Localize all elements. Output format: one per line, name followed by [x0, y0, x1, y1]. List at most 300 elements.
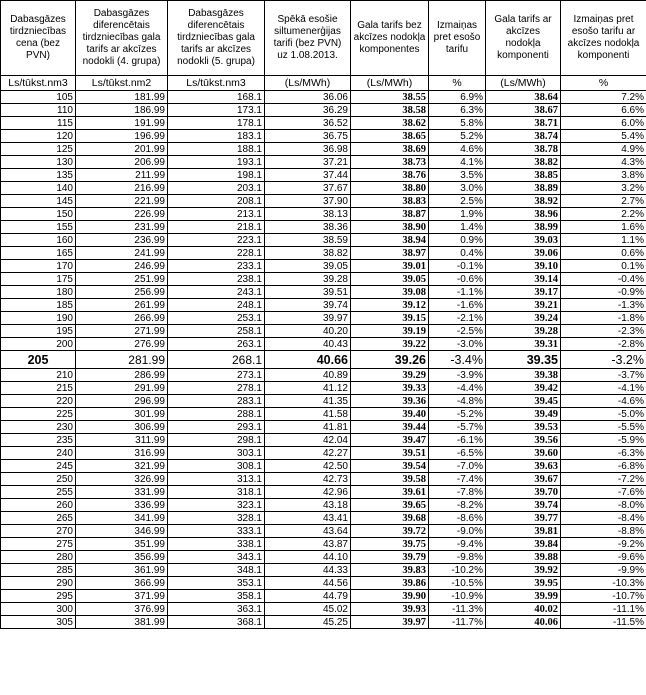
cell-tariff-group-5: 248.1	[168, 299, 265, 312]
cell-change-pct: 0.9%	[429, 234, 486, 247]
table-row	[1, 299, 646, 312]
cell-change-pct: -7.0%	[429, 460, 486, 473]
cell-final-with-excise: 38.99	[486, 221, 561, 234]
cell-tariff-group-4: 366.99	[76, 577, 168, 590]
cell-tariff-group-4: 231.99	[76, 221, 168, 234]
unit-cell: Ls/tūkst.nm3	[1, 76, 76, 91]
table-row	[1, 499, 646, 512]
header-change-vs-current: Izmaiņas pret esošo tarifu	[429, 1, 486, 76]
cell-tariff-group-5: 228.1	[168, 247, 265, 260]
cell-final-with-excise: 39.21	[486, 299, 561, 312]
cell-final-without-excise: 38.69	[351, 143, 429, 156]
cell-tariff-group-4: 181.99	[76, 91, 168, 104]
cell-tariff-group-5: 368.1	[168, 616, 265, 629]
cell-final-without-excise: 39.12	[351, 299, 429, 312]
cell-current-heat-tariff: 37.67	[265, 182, 351, 195]
cell-tariff-group-4: 311.99	[76, 434, 168, 447]
cell-change-pct: 1.9%	[429, 208, 486, 221]
cell-current-heat-tariff: 37.44	[265, 169, 351, 182]
cell-change-pct-excise: -3.7%	[561, 369, 646, 382]
cell-change-pct-excise: -4.6%	[561, 395, 646, 408]
cell-final-with-excise: 39.45	[486, 395, 561, 408]
cell-final-without-excise: 39.33	[351, 382, 429, 395]
cell-gas-price: 270	[1, 525, 76, 538]
cell-tariff-group-5: 288.1	[168, 408, 265, 421]
cell-current-heat-tariff: 43.18	[265, 499, 351, 512]
cell-change-pct-excise: 2.2%	[561, 208, 646, 221]
cell-tariff-group-5: 238.1	[168, 273, 265, 286]
cell-tariff-group-4: 196.99	[76, 130, 168, 143]
cell-final-with-excise: 38.89	[486, 182, 561, 195]
cell-final-without-excise: 38.94	[351, 234, 429, 247]
cell-tariff-group-4: 306.99	[76, 421, 168, 434]
cell-tariff-group-4: 256.99	[76, 286, 168, 299]
cell-final-with-excise: 39.60	[486, 447, 561, 460]
cell-tariff-group-4: 336.99	[76, 499, 168, 512]
cell-change-pct-excise: -9.9%	[561, 564, 646, 577]
cell-tariff-group-5: 313.1	[168, 473, 265, 486]
cell-tariff-group-5: 303.1	[168, 447, 265, 460]
cell-current-heat-tariff: 39.51	[265, 286, 351, 299]
cell-final-without-excise: 39.72	[351, 525, 429, 538]
table-row	[1, 369, 646, 382]
cell-current-heat-tariff: 36.52	[265, 117, 351, 130]
cell-tariff-group-5: 278.1	[168, 382, 265, 395]
cell-final-with-excise: 39.17	[486, 286, 561, 299]
cell-change-pct-excise: 0.6%	[561, 247, 646, 260]
cell-change-pct-excise: -5.9%	[561, 434, 646, 447]
cell-tariff-group-4: 211.99	[76, 169, 168, 182]
cell-final-with-excise: 39.56	[486, 434, 561, 447]
header-current-heat-tariff: Spēkā esošie siltumenerģijas tarifi (bez PVN) uz 1.08.2013.	[265, 1, 351, 76]
cell-tariff-group-4: 276.99	[76, 338, 168, 351]
table-row	[1, 130, 646, 143]
table-row	[1, 208, 646, 221]
cell-tariff-group-4: 331.99	[76, 486, 168, 499]
cell-change-pct: -4.8%	[429, 395, 486, 408]
cell-tariff-group-5: 298.1	[168, 434, 265, 447]
cell-current-heat-tariff: 40.20	[265, 325, 351, 338]
cell-change-pct: 3.0%	[429, 182, 486, 195]
units-row	[1, 76, 646, 91]
unit-cell: (Ls/MWh)	[486, 76, 561, 91]
cell-final-without-excise: 38.90	[351, 221, 429, 234]
cell-current-heat-tariff: 38.82	[265, 247, 351, 260]
table-row	[1, 286, 646, 299]
cell-final-with-excise: 38.85	[486, 169, 561, 182]
cell-final-with-excise: 39.81	[486, 525, 561, 538]
table-row	[1, 143, 646, 156]
table-row	[1, 551, 646, 564]
cell-tariff-group-5: 348.1	[168, 564, 265, 577]
cell-tariff-group-5: 333.1	[168, 525, 265, 538]
cell-tariff-group-5: 308.1	[168, 460, 265, 473]
cell-final-with-excise: 40.02	[486, 603, 561, 616]
unit-cell: Ls/tūkst.nm3	[168, 76, 265, 91]
cell-gas-price: 245	[1, 460, 76, 473]
cell-final-with-excise: 39.31	[486, 338, 561, 351]
cell-change-pct-excise: -6.8%	[561, 460, 646, 473]
header-final-tariff-without-excise: Gala tarifs bez akcīzes nodokļa komponentes	[351, 1, 429, 76]
cell-tariff-group-5: 338.1	[168, 538, 265, 551]
cell-tariff-group-5: 318.1	[168, 486, 265, 499]
cell-tariff-group-4: 191.99	[76, 117, 168, 130]
cell-change-pct: -1.6%	[429, 299, 486, 312]
cell-final-without-excise: 39.22	[351, 338, 429, 351]
cell-final-without-excise: 39.44	[351, 421, 429, 434]
cell-final-without-excise: 38.76	[351, 169, 429, 182]
cell-gas-price: 240	[1, 447, 76, 460]
cell-gas-price: 190	[1, 312, 76, 325]
cell-change-pct: -0.6%	[429, 273, 486, 286]
cell-tariff-group-4: 321.99	[76, 460, 168, 473]
header-tariff-group-5: Dabasgāzes diferencētais tirdzniecības gala tarifs ar akcīzes nodokli (5. grupa)	[168, 1, 265, 76]
cell-final-with-excise: 40.06	[486, 616, 561, 629]
cell-final-with-excise: 39.14	[486, 273, 561, 286]
cell-change-pct: 4.1%	[429, 156, 486, 169]
cell-change-pct-excise: -0.9%	[561, 286, 646, 299]
cell-final-without-excise: 39.01	[351, 260, 429, 273]
cell-tariff-group-4: 246.99	[76, 260, 168, 273]
table-row	[1, 169, 646, 182]
cell-tariff-group-5: 323.1	[168, 499, 265, 512]
table-row	[1, 260, 646, 273]
cell-final-without-excise: 39.54	[351, 460, 429, 473]
header-change-vs-current-with-excise: Izmaiņas pret esošo tarifu ar akcīzes nodokļa komponenti	[561, 1, 646, 76]
cell-gas-price: 205	[1, 351, 76, 369]
cell-final-without-excise: 39.75	[351, 538, 429, 551]
cell-change-pct: -10.2%	[429, 564, 486, 577]
cell-final-with-excise: 39.35	[486, 351, 561, 369]
cell-tariff-group-4: 201.99	[76, 143, 168, 156]
cell-final-without-excise: 39.15	[351, 312, 429, 325]
cell-gas-price: 135	[1, 169, 76, 182]
cell-tariff-group-5: 258.1	[168, 325, 265, 338]
cell-change-pct: -2.5%	[429, 325, 486, 338]
cell-change-pct-excise: 4.9%	[561, 143, 646, 156]
cell-final-with-excise: 39.67	[486, 473, 561, 486]
cell-tariff-group-4: 206.99	[76, 156, 168, 169]
cell-tariff-group-5: 218.1	[168, 221, 265, 234]
cell-current-heat-tariff: 41.58	[265, 408, 351, 421]
cell-current-heat-tariff: 39.05	[265, 260, 351, 273]
cell-current-heat-tariff: 41.81	[265, 421, 351, 434]
cell-current-heat-tariff: 37.90	[265, 195, 351, 208]
cell-change-pct: -8.6%	[429, 512, 486, 525]
cell-gas-price: 305	[1, 616, 76, 629]
cell-tariff-group-5: 198.1	[168, 169, 265, 182]
cell-tariff-group-5: 268.1	[168, 351, 265, 369]
cell-final-with-excise: 38.92	[486, 195, 561, 208]
cell-tariff-group-4: 316.99	[76, 447, 168, 460]
cell-change-pct: -9.8%	[429, 551, 486, 564]
cell-final-without-excise: 38.65	[351, 130, 429, 143]
header-final-tariff-with-excise: Gala tarifs ar akcīzes nodokļa komponenti	[486, 1, 561, 76]
cell-final-without-excise: 38.62	[351, 117, 429, 130]
cell-change-pct-excise: -6.3%	[561, 447, 646, 460]
cell-change-pct: -6.1%	[429, 434, 486, 447]
cell-change-pct: 2.5%	[429, 195, 486, 208]
cell-gas-price: 115	[1, 117, 76, 130]
cell-gas-price: 280	[1, 551, 76, 564]
header-row	[1, 1, 646, 76]
cell-final-without-excise: 39.61	[351, 486, 429, 499]
cell-gas-price: 200	[1, 338, 76, 351]
cell-tariff-group-5: 168.1	[168, 91, 265, 104]
cell-change-pct-excise: -7.6%	[561, 486, 646, 499]
cell-tariff-group-4: 376.99	[76, 603, 168, 616]
cell-final-without-excise: 39.83	[351, 564, 429, 577]
cell-tariff-group-4: 381.99	[76, 616, 168, 629]
cell-gas-price: 300	[1, 603, 76, 616]
table-row	[1, 460, 646, 473]
cell-change-pct: 3.5%	[429, 169, 486, 182]
cell-current-heat-tariff: 43.64	[265, 525, 351, 538]
table-row	[1, 195, 646, 208]
cell-change-pct-excise: 5.4%	[561, 130, 646, 143]
cell-tariff-group-4: 271.99	[76, 325, 168, 338]
cell-gas-price: 130	[1, 156, 76, 169]
cell-gas-price: 215	[1, 382, 76, 395]
cell-change-pct: -2.1%	[429, 312, 486, 325]
cell-change-pct-excise: -8.0%	[561, 499, 646, 512]
cell-final-without-excise: 39.26	[351, 351, 429, 369]
cell-final-with-excise: 38.78	[486, 143, 561, 156]
cell-final-without-excise: 39.86	[351, 577, 429, 590]
cell-final-with-excise: 39.38	[486, 369, 561, 382]
cell-tariff-group-5: 328.1	[168, 512, 265, 525]
cell-change-pct: -4.4%	[429, 382, 486, 395]
cell-tariff-group-5: 178.1	[168, 117, 265, 130]
cell-change-pct-excise: -9.2%	[561, 538, 646, 551]
cell-current-heat-tariff: 43.87	[265, 538, 351, 551]
cell-final-without-excise: 39.29	[351, 369, 429, 382]
cell-change-pct-excise: -10.7%	[561, 590, 646, 603]
cell-final-with-excise: 39.03	[486, 234, 561, 247]
cell-current-heat-tariff: 45.25	[265, 616, 351, 629]
cell-change-pct-excise: -2.8%	[561, 338, 646, 351]
unit-cell: Ls/tūkst.nm2	[76, 76, 168, 91]
cell-change-pct: 6.9%	[429, 91, 486, 104]
cell-tariff-group-5: 283.1	[168, 395, 265, 408]
unit-cell: (Ls/MWh)	[265, 76, 351, 91]
cell-final-without-excise: 39.51	[351, 447, 429, 460]
cell-change-pct-excise: 3.2%	[561, 182, 646, 195]
table-row	[1, 325, 646, 338]
table-row	[1, 434, 646, 447]
cell-tariff-group-5: 203.1	[168, 182, 265, 195]
cell-gas-price: 105	[1, 91, 76, 104]
cell-final-without-excise: 39.36	[351, 395, 429, 408]
cell-final-with-excise: 39.92	[486, 564, 561, 577]
cell-current-heat-tariff: 39.28	[265, 273, 351, 286]
cell-current-heat-tariff: 42.27	[265, 447, 351, 460]
table-row	[1, 351, 646, 369]
unit-cell: %	[561, 76, 646, 91]
cell-final-without-excise: 38.97	[351, 247, 429, 260]
cell-change-pct-excise: -4.1%	[561, 382, 646, 395]
cell-change-pct: -3.9%	[429, 369, 486, 382]
cell-gas-price: 185	[1, 299, 76, 312]
cell-change-pct: 5.2%	[429, 130, 486, 143]
table-row	[1, 408, 646, 421]
cell-current-heat-tariff: 38.36	[265, 221, 351, 234]
cell-tariff-group-5: 223.1	[168, 234, 265, 247]
cell-final-with-excise: 39.74	[486, 499, 561, 512]
cell-change-pct: -11.7%	[429, 616, 486, 629]
cell-gas-price: 275	[1, 538, 76, 551]
cell-tariff-group-5: 293.1	[168, 421, 265, 434]
cell-tariff-group-5: 208.1	[168, 195, 265, 208]
cell-final-with-excise: 39.63	[486, 460, 561, 473]
table-row	[1, 616, 646, 629]
cell-change-pct-excise: -5.5%	[561, 421, 646, 434]
cell-tariff-group-4: 351.99	[76, 538, 168, 551]
cell-gas-price: 210	[1, 369, 76, 382]
cell-final-without-excise: 39.05	[351, 273, 429, 286]
table-row	[1, 395, 646, 408]
cell-change-pct: -7.4%	[429, 473, 486, 486]
cell-tariff-group-5: 193.1	[168, 156, 265, 169]
cell-tariff-group-5: 358.1	[168, 590, 265, 603]
cell-tariff-group-5: 253.1	[168, 312, 265, 325]
cell-current-heat-tariff: 44.79	[265, 590, 351, 603]
cell-gas-price: 230	[1, 421, 76, 434]
cell-current-heat-tariff: 37.21	[265, 156, 351, 169]
cell-change-pct-excise: 1.1%	[561, 234, 646, 247]
cell-current-heat-tariff: 36.98	[265, 143, 351, 156]
cell-final-with-excise: 39.53	[486, 421, 561, 434]
cell-current-heat-tariff: 42.73	[265, 473, 351, 486]
cell-final-without-excise: 39.97	[351, 616, 429, 629]
cell-tariff-group-4: 236.99	[76, 234, 168, 247]
cell-final-with-excise: 39.06	[486, 247, 561, 260]
cell-current-heat-tariff: 42.96	[265, 486, 351, 499]
cell-current-heat-tariff: 44.10	[265, 551, 351, 564]
cell-change-pct: -8.2%	[429, 499, 486, 512]
cell-current-heat-tariff: 40.89	[265, 369, 351, 382]
cell-final-with-excise: 38.71	[486, 117, 561, 130]
cell-change-pct: 1.4%	[429, 221, 486, 234]
cell-final-without-excise: 39.08	[351, 286, 429, 299]
cell-final-without-excise: 39.93	[351, 603, 429, 616]
cell-change-pct-excise: 3.8%	[561, 169, 646, 182]
cell-final-with-excise: 38.67	[486, 104, 561, 117]
cell-tariff-group-5: 243.1	[168, 286, 265, 299]
table-row	[1, 421, 646, 434]
cell-change-pct-excise: -1.8%	[561, 312, 646, 325]
table-row	[1, 273, 646, 286]
cell-change-pct-excise: -5.0%	[561, 408, 646, 421]
cell-tariff-group-5: 263.1	[168, 338, 265, 351]
cell-gas-price: 250	[1, 473, 76, 486]
cell-current-heat-tariff: 42.04	[265, 434, 351, 447]
cell-change-pct: -5.7%	[429, 421, 486, 434]
cell-tariff-group-5: 233.1	[168, 260, 265, 273]
cell-final-without-excise: 38.73	[351, 156, 429, 169]
cell-final-with-excise: 39.99	[486, 590, 561, 603]
cell-final-with-excise: 39.24	[486, 312, 561, 325]
cell-tariff-group-4: 216.99	[76, 182, 168, 195]
cell-final-without-excise: 38.55	[351, 91, 429, 104]
table-row	[1, 104, 646, 117]
table-row	[1, 603, 646, 616]
cell-change-pct-excise: -8.8%	[561, 525, 646, 538]
table-row	[1, 338, 646, 351]
cell-change-pct-excise: 1.6%	[561, 221, 646, 234]
cell-change-pct: -6.5%	[429, 447, 486, 460]
cell-tariff-group-4: 346.99	[76, 525, 168, 538]
cell-change-pct-excise: -1.3%	[561, 299, 646, 312]
cell-gas-price: 160	[1, 234, 76, 247]
cell-current-heat-tariff: 45.02	[265, 603, 351, 616]
cell-change-pct: 0.4%	[429, 247, 486, 260]
cell-change-pct: -5.2%	[429, 408, 486, 421]
cell-tariff-group-5: 353.1	[168, 577, 265, 590]
cell-final-with-excise: 39.95	[486, 577, 561, 590]
cell-tariff-group-5: 173.1	[168, 104, 265, 117]
table-row	[1, 538, 646, 551]
cell-final-without-excise: 39.19	[351, 325, 429, 338]
unit-cell: (Ls/MWh)	[351, 76, 429, 91]
table-row	[1, 156, 646, 169]
table-row	[1, 382, 646, 395]
cell-final-without-excise: 39.68	[351, 512, 429, 525]
cell-final-with-excise: 39.84	[486, 538, 561, 551]
cell-change-pct-excise: 7.2%	[561, 91, 646, 104]
cell-change-pct-excise: -2.3%	[561, 325, 646, 338]
cell-tariff-group-5: 188.1	[168, 143, 265, 156]
cell-change-pct: -10.5%	[429, 577, 486, 590]
cell-change-pct-excise: 2.7%	[561, 195, 646, 208]
cell-change-pct-excise: -3.2%	[561, 351, 646, 369]
cell-final-with-excise: 39.70	[486, 486, 561, 499]
header-gas-price: Dabasgāzes tirdzniecības cena (bez PVN)	[1, 1, 76, 76]
cell-final-without-excise: 38.58	[351, 104, 429, 117]
cell-tariff-group-4: 356.99	[76, 551, 168, 564]
cell-change-pct-excise: -7.2%	[561, 473, 646, 486]
cell-change-pct-excise: 6.6%	[561, 104, 646, 117]
cell-current-heat-tariff: 41.35	[265, 395, 351, 408]
cell-tariff-group-4: 291.99	[76, 382, 168, 395]
cell-tariff-group-5: 273.1	[168, 369, 265, 382]
table-row	[1, 512, 646, 525]
cell-current-heat-tariff: 44.33	[265, 564, 351, 577]
cell-tariff-group-4: 241.99	[76, 247, 168, 260]
cell-final-with-excise: 38.82	[486, 156, 561, 169]
cell-current-heat-tariff: 39.74	[265, 299, 351, 312]
cell-gas-price: 285	[1, 564, 76, 577]
cell-current-heat-tariff: 36.29	[265, 104, 351, 117]
cell-final-with-excise: 38.74	[486, 130, 561, 143]
cell-gas-price: 195	[1, 325, 76, 338]
cell-final-with-excise: 39.77	[486, 512, 561, 525]
cell-gas-price: 120	[1, 130, 76, 143]
cell-final-with-excise: 39.28	[486, 325, 561, 338]
cell-current-heat-tariff: 36.06	[265, 91, 351, 104]
table-row	[1, 182, 646, 195]
cell-final-with-excise: 39.88	[486, 551, 561, 564]
cell-final-with-excise: 38.64	[486, 91, 561, 104]
cell-gas-price: 225	[1, 408, 76, 421]
cell-tariff-group-5: 363.1	[168, 603, 265, 616]
cell-current-heat-tariff: 39.97	[265, 312, 351, 325]
cell-change-pct: -3.4%	[429, 351, 486, 369]
cell-current-heat-tariff: 44.56	[265, 577, 351, 590]
cell-change-pct: -10.9%	[429, 590, 486, 603]
cell-tariff-group-5: 183.1	[168, 130, 265, 143]
cell-final-without-excise: 38.83	[351, 195, 429, 208]
